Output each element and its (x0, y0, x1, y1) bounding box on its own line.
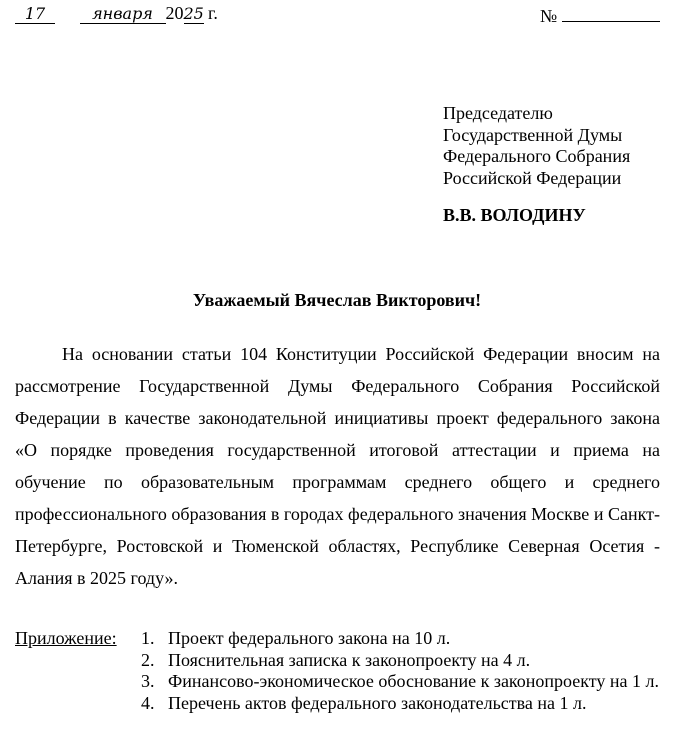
attachments-label: Приложение: (15, 628, 117, 648)
addressee-line: Федерального Собрания (443, 146, 631, 166)
item-number: 1. (141, 628, 155, 648)
attachment-item (141, 693, 661, 715)
addressee-line: Российской Федерации (443, 167, 622, 188)
date-month: января (80, 4, 166, 24)
number-field (540, 3, 660, 27)
item-text: Перечень актов федерального законодательства на 1 л. (168, 692, 587, 713)
addressee-line: Государственной Думы (443, 124, 623, 145)
attachments-list (141, 628, 661, 714)
date-line (15, 3, 218, 24)
date-day: 17 (15, 4, 55, 24)
attachment-item (141, 628, 661, 650)
number-blank (562, 3, 660, 22)
item-number: 3. (141, 671, 155, 691)
attachment-item (141, 671, 661, 693)
greeting: Уважаемый Вячеслав Викторович! (192, 290, 482, 310)
attachment-item (141, 650, 661, 672)
body-paragraph: На основании статьи 104 Конституции Российской Федерации вносим на рассмотрение Государственной Думы Федерального Собрания Российской Федерации в качестве законодательной инициативы проект федерального закона «О порядке проведения государственной итоговой аттестации и приема на обучение по образовательным программам среднего общего и среднего профессионального образования в городах федерального значения Москве и Санкт-Петербурге, Ростовской и Тюменской областях, Республике Северная Осетия - Алания в 2025 году». (15, 344, 660, 588)
date-year-prefix: 20 (165, 3, 184, 23)
item-number: 2. (141, 649, 155, 670)
item-text: Финансово-экономическое обоснование к законопроекту на 1 л. (168, 671, 659, 691)
date-year-unit: г. (208, 3, 218, 23)
item-number: 4. (141, 692, 155, 713)
item-text: Пояснительная записка к законопроекту на 4 л. (168, 649, 531, 670)
addressee-name: В.В. ВОЛОДИНУ (443, 205, 586, 225)
item-text: Проект федерального закона на 10 л. (168, 628, 451, 648)
date-year-suffix: 25 (183, 4, 204, 23)
addressee-line: Председателю (443, 103, 553, 123)
addressee-block (443, 103, 630, 189)
number-label: № (540, 6, 558, 26)
